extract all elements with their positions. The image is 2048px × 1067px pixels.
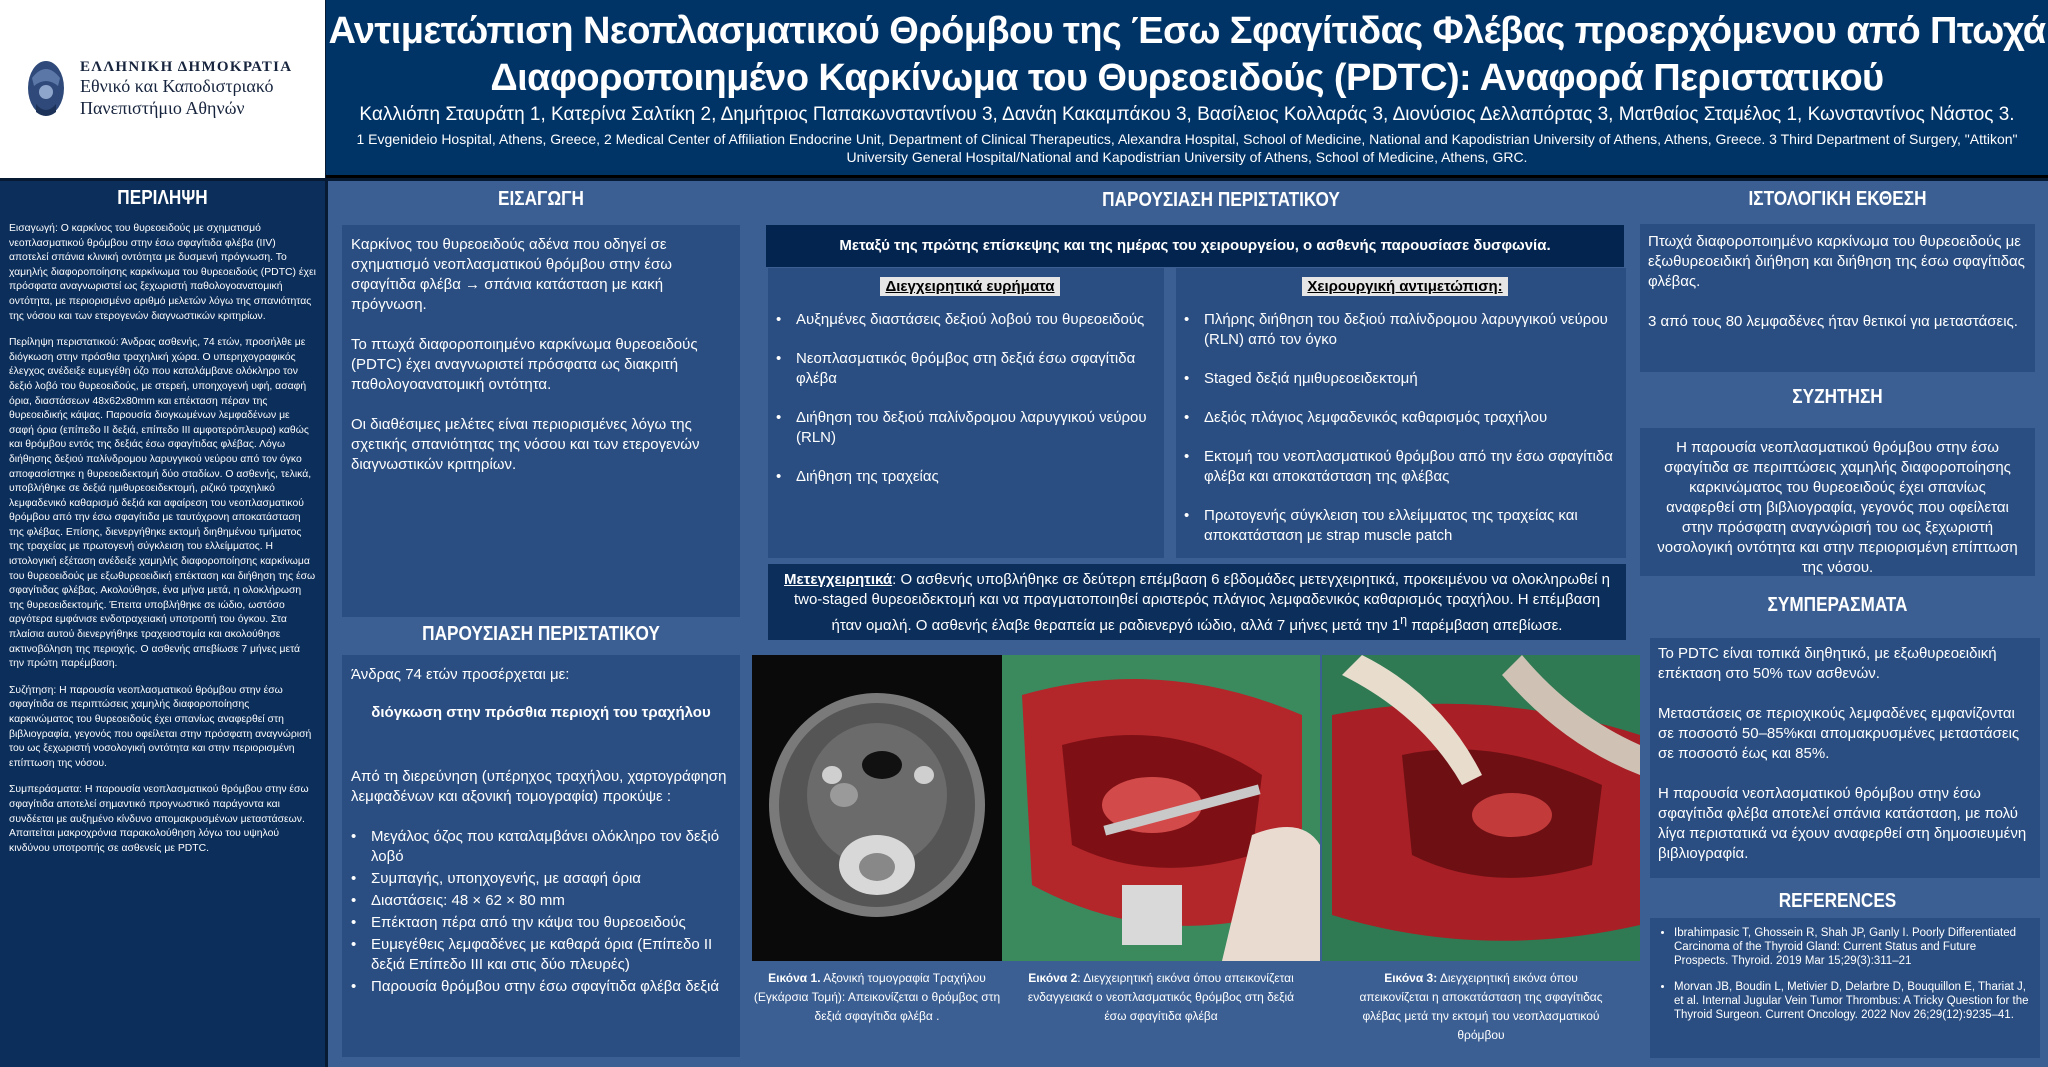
dysphonia-banner: Μεταξύ της πρώτης επίσκεψης και της ημέρας του χειρουργείου, ο ασθενής παρουσίασε δυσφωνία.: [766, 225, 1624, 267]
references-panel: [1650, 918, 2040, 1058]
university-logo: [0, 0, 325, 178]
abstract-heading: ΠΕΡΙΛΗΨΗ: [117, 187, 208, 209]
findings-list: [776, 310, 1164, 487]
treatment-list: [1184, 310, 1626, 546]
case-left-heading: ΠΑΡΟΥΣΙΑΣΗ ΠΕΡΙΣΤΑΤΙΚΟΥ: [422, 623, 660, 645]
case-finding-item: • Παρουσία θρόμβου στην έσω σφαγίτιδα φλέβα δεξιά: [351, 977, 731, 997]
case-center-heading: ΠΑΡΟΥΣΙΑΣΗ ΠΕΡΙΣΤΑΤΙΚΟΥ: [1102, 189, 1340, 211]
case-left-panel: [342, 655, 740, 1057]
postop-text-a: : Ο ασθενής υποβλήθηκε σε δεύτερη επέμβαση 6 εβδομάδες μετεγχειρητικά, προκειμένου να ολοκληρωθεί η two-staged θυρεοειδεκτομή και να πραγματοποιηθεί αριστερός πλάγιος λεμφαδενικός καθαρισμός τραχήλου. Η επέμβαση ήταν ομαλή. Ο ασθενής έλαβε θεραπεία με ραδιενεργό ιώδιο, αλλά 7 μήνες μετά την 1: [793, 571, 1610, 634]
postop-sup: η: [1400, 613, 1408, 627]
fig1-label: Εικόνα 1.: [768, 971, 821, 985]
title-line-1: Αντιμετώπιση Νεοπλασματικού Θρόμβου της Έσω Σφαγίτιδας Φλέβας προερχόμενου από Πτωχά: [328, 10, 2046, 52]
case-finding-item: • Διαστάσεις: 48 × 62 × 80 mm: [351, 891, 731, 911]
postop-label: Μετεγχειρητικά: [784, 571, 893, 588]
logo-line-3: Πανεπιστήμιο Αθηνών: [80, 98, 245, 118]
abstract-conclusions: Συμπεράσματα: Η παρουσία νεοπλασματικού θρόμβου στην έσω σφαγίτιδα αποτελεί σημαντικό προγνωστικό παράγοντα και συνδέεται με αυξημένο κίνδυνο απομακρυσμένων μεταστάσεων. Απαιτείται μακροχρόνια παρακολούθηση λόγω του υψηλού κινδύνου υποτροπής σε ασθενείς με PDTC.: [9, 784, 309, 854]
references-list: [1666, 926, 2032, 1022]
title-line-2: Διαφοροποιημένο Καρκίνωμα του Θυρεοειδούς (PDTC): Αναφορά Περιστατικού: [490, 57, 1884, 99]
intro-panel: [342, 225, 740, 617]
intraop-finding-item: • Αυξημένες διαστάσεις δεξιού λοβού του θυρεοειδούς: [776, 310, 1164, 330]
discussion-panel: [1640, 428, 2035, 576]
case-workup: Από τη διερεύνηση (υπέρηχος τραχήλου, χαρτογράφηση λεμφαδένων και αξονική τομογραφία) προκύψε :: [351, 768, 727, 805]
intro-p3: Οι διαθέσιμες μελέτες είναι περιορισμένες λόγω της σχετικής σπανιότητας της νόσου και των ετερογενών διαγνωστικών κριτηρίων.: [351, 416, 700, 473]
treatment-item: • Δεξιός πλάγιος λεμφαδενικός καθαρισμός τραχήλου: [1184, 408, 1626, 428]
case-finding-item: • Μεγάλος όζος που καταλαμβάνει ολόκληρο τον δεξιό λοβό: [351, 827, 731, 867]
surgery-drawing-2: [1322, 655, 1640, 961]
affiliations: 1 Evgenideio Hospital, Athens, Greece, 2 Medical Center of Affiliation Endocrine Unit, Department of Clinical Therapeutics, Alexandra Hospital, School of Medicine, National and Kapodistrian University of Athens, Athens, Greece. 3 Third Department of Surgery, "Attikon" University General Hospital/National and Kapodistrian University of Athens, School of Medicine, Athens, GRC.: [356, 131, 2018, 165]
reference-item: • Ibrahimpasic T, Ghossein R, Shah JP, Ganly I. Poorly Differentiated Carcinoma of the Thyroid Gland: Current Status and Future Prospects. Thyroid. 2019 Mar 15;29(3):311–21: [1674, 926, 2032, 968]
case-finding-item: • Επέκταση πέρα από την κάψα του θυρεοειδούς: [351, 913, 731, 933]
abstract-case: Περίληψη περιστατικού: Άνδρας ασθενής, 74 ετών, προσήλθε με διόγκωση στην πρόσθια τραχηλική χώρα. Ο υπερηχογραφικός έλεγχος ανέδειξε ευμεγέθη όζο που καταλάμβανε ολόκληρο τον δεξιό λοβό του θυρεοειδούς, με στερεή, υποηχογενή υφή, ασαφή όρια, διαστάσεων 48x62x80mm και επέκταση πέραν της θυρεοειδικής κάψας. Παρουσία διογκωμένων λεμφαδένων με σαφή όρια (επίπεδο II δεξιά, επίπεδο III αμφοτερόπλευρα) καθώς και θρόμβου εντός της δεξιάς έσω σφαγίτιδας φλέβας. Λόγω διήθησης δεξιού παλίνδρομου λαρυγγικού νεύρου από τον όγκο αποφασίστηκε η θυρεοειδεκτομή δύο σταδίων. Ο ασθενής, τελικά, υποβλήθηκε σε δεξιά ημιθυρεοειδεκτομή, ριζικό τραχηλικό λεμφαδενικό καθαρισμό δεξιά και αφαίρεση του νεοπλασματικού θρόμβου από την έσω σφαγίτιδα με ταυτόχρονη αποκατάσταση της φλέβας. Επίσης, διενεργήθηκε εκτομή διηθημένου τμήματος της τραχείας με πρωτογενή σύγκλειση του ελλείμματος. Η ιστολογική εξέταση ανέδειξε χαμηλής διαφοροποίησης καρκίνωμα του θυρεοειδούς με εξωθυρεοειδική επέκταση και διήθηση της έσω σφαγίτιδας φλέβας. Ακολούθησε, ένα μήνα μετά, η ολοκλήρωση της θυρεοειδεκτομής. Έπειτα υποβλήθηκε σε ιώδιο, ωστόσο αργότερα εμφάνισε ενδοτραχειακή υποτροπή του όγκου. Στα πλαίσια αυτού διενεργήθηκε τραχειοστομία και ακολούθησε ακτινοβόληση της περιοχής. Ο ασθενής απεβίωσε 7 μήνες μετά την πρώτη παρέμβαση.: [9, 337, 316, 670]
postop-box: [768, 564, 1626, 640]
intraop-finding-item: • Διήθηση της τραχείας: [776, 467, 1164, 487]
treatment-item: • Εκτομή του νεοπλασματικού θρόμβου από την έσω σφαγίτιδα φλέβα και αποκατάσταση της φλέβας: [1184, 447, 1626, 487]
treatment-item: • Πρωτογενής σύγκλειση του ελλείμματος της τραχείας και αποκατάσταση με strap muscle patch: [1184, 506, 1626, 546]
discussion-p1: Η παρουσία νεοπλασματικού θρόμβου στην έσω σφαγίτιδα σε περιπτώσεις χαμηλής διαφοροποίησης καρκινώματος του θυρεοειδούς έχει σπανίως αναφερθεί στη βιβλιογραφία, γεγονός που οφείλεται στην πρόσφατη αναγνώρισή του ως ξεχωριστή νοσολογική οντότητα και στην περιορισμένη επίπτωση της νόσου.: [1657, 439, 2018, 576]
poster-header: [326, 0, 2048, 178]
histology-heading: ΙΣΤΟΛΟΓΙΚΗ ΕΚΘΕΣΗ: [1748, 188, 1927, 210]
intro-heading: ΕΙΣΑΓΩΓΗ: [498, 188, 584, 210]
discussion-heading: ΣΥΖΗΤΗΣΗ: [1792, 386, 1883, 408]
conclusions-heading: ΣΥΜΠΕΡΑΣΜΑΤΑ: [1767, 594, 1908, 616]
treatment-heading: Χειρουργική αντιμετώπιση:: [1302, 277, 1507, 296]
athena-emblem-icon: [22, 58, 68, 120]
case-finding-item: • Ευμεγέθεις λεμφαδένες με καθαρά όρια (Επίπεδο II δεξιά Επίπεδο III και στις δύο πλευρές): [351, 935, 731, 975]
intro-p1: Καρκίνος του θυρεοειδούς αδένα που οδηγεί σε σχηματισμό νεοπλασματικού θρόμβου στην έσω σφαγίτιδα φλέβα → σπάνια κατάσταση με κακή πρόγνωση.: [351, 236, 672, 313]
surgery-drawing-1: [1002, 655, 1320, 961]
case-intro: Άνδρας 74 ετών προσέρχεται με:: [351, 666, 570, 683]
conclusions-p1: Το PDTC είναι τοπικά διηθητικό, με εξωθυρεοειδική επέκταση στο 50% των ασθενών.: [1658, 645, 1997, 682]
abstract-intro: Εισαγωγή: Ο καρκίνος του θυρεοειδούς με σχηματισμό νεοπλασματικού θρόμβου στην έσω σφαγίτιδα φλέβα (IIV) αποτελεί σπάνια κλινική οντότητα με δυσμενή πρόγνωση. Το χαμηλής διαφοροποίησης καρκίνωμα του θυρεοειδούς (PDTC) έχει πρόσφατα αναγνωριστεί ως ξεχωριστή παθολογοανατομική οντότητα, με περιορισμένο αριθμό μελετών λόγω της σπανιότητας της νόσου και των ετερογενών διαγνωστικών κριτηρίων.: [9, 223, 316, 322]
conclusions-p2: Μεταστάσεις σε περιοχικούς λεμφαδένες εμφανίζονται σε ποσοστό 50–85%και απομακρυσμένες μεταστάσεις σε ποσοστό έως και 85%.: [1658, 705, 2020, 762]
treatment-item: • Πλήρης διήθηση του δεξιού παλίνδρομου λαρυγγικού νεύρου (RLN) από τον όγκο: [1184, 310, 1626, 350]
fig2-label: Εικόνα 2: [1028, 971, 1078, 985]
treatment-panel: [1176, 268, 1626, 558]
case-finding-item: • Συμπαγής, υποηχογενής, με ασαφή όρια: [351, 869, 731, 889]
fig3-label: Εικόνα 3:: [1384, 971, 1438, 985]
surgery-image-2: [1322, 655, 1640, 961]
logo-line-2: Εθνικό και Καποδιστριακό: [80, 76, 274, 97]
poster-title: [326, 0, 2048, 102]
fig3-caption: [1350, 969, 1612, 1045]
ct-scan-drawing: [752, 655, 1002, 961]
logo-line-1: ΕΛΛΗΝΙΚΗ ΔΗΜΟΚΡΑΤΙΑ: [80, 59, 293, 76]
case-complaint: διόγκωση στην πρόσθια περιοχή του τραχήλου: [371, 704, 711, 721]
conclusions-panel: [1650, 638, 2040, 878]
intraop-finding-item: • Διήθηση του δεξιού παλίνδρομου λαρυγγικού νεύρου (RLN): [776, 408, 1164, 448]
intro-p2: Το πτωχά διαφοροποιημένο καρκίνωμα θυρεοειδούς (PDTC) έχει αναγνωριστεί πρόσφατα ως διακριτή παθολογοανατομική οντότητα.: [351, 336, 698, 393]
abstract-discussion: Συζήτηση: Η παρουσία νεοπλασματικού θρόμβου στην έσω σφαγίτιδα σε περιπτώσεις χαμηλής διαφοροποίησης καρκινώματος του θυρεοειδούς έχει σπανίως αναφερθεί στη βιβλιογραφία, γεγονός που οφείλεται στην πρόσφατη αναγνώρισή του ως ξεχωριστή νοσολογική οντότητα και στην περιορισμένη επίπτωση της νόσου.: [9, 684, 312, 769]
references-heading: REFERENCES: [1778, 890, 1897, 912]
ct-scan-image: [752, 655, 1002, 961]
case-findings-list: [351, 827, 731, 997]
abstract-sidebar: [0, 181, 325, 1067]
histology-p2: 3 από τους 80 λεμφαδένες ήταν θετικοί για μεταστάσεις.: [1648, 313, 2018, 330]
authors: Καλλιόπη Σταυράτη 1, Κατερίνα Σαλτίκη 2, Δημήτριος Παπακωνσταντίνου 3, Δανάη Κακαμπάκου 3, Βασίλειος Κολλαράς 3, Διονύσιος Δελλαπόρτας 3, Ματθαίος Σταμέλος 1, Κωνσταντίνος Νάστος 3.: [359, 104, 2015, 125]
fig1-text: Αξονική τομογραφία Τραχήλου (Εγκάρσια Τομή): Απεικονίζεται ο θρόμβος στη δεξιά σφαγίτιδα φλέβα .: [753, 971, 1001, 1023]
fig2-caption: [1020, 969, 1302, 1026]
findings-heading: Διεγχειρητικά ευρήματα: [880, 277, 1059, 296]
postop-text-b: παρέμβαση απεβίωσε.: [1407, 617, 1563, 634]
histology-panel: [1640, 224, 2035, 372]
surgery-image-1: [1002, 655, 1320, 961]
fig2-text: : Διεγχειρητική εικόνα όπου απεικονίζεται ενδαγγειακά ο νεοπλασματικός θρόμβος στη δεξιά έσω σφαγίτιδα φλέβα: [1027, 971, 1295, 1023]
conclusions-p3: Η παρουσία νεοπλασματικού θρόμβου στην έσω σφαγίτιδα φλέβα αποτελεί σπάνια κατάσταση, με πολύ λίγα περιστατικά να έχουν αναφερθεί στη δημοσιευμένη βιβλιογραφία.: [1658, 785, 2027, 862]
reference-item: • Morvan JB, Boudin L, Metivier D, Delarbre D, Bouquillon E, Thariat J, et al. Internal Jugular Vein Tumor Thrombus: A Tricky Question for the Thyroid Surgeon. Current Oncology. 2022 Nov 26;29(12):9235–41.: [1674, 980, 2032, 1022]
findings-panel: [768, 268, 1164, 558]
fig3-text: Διεγχειρητική εικόνα όπου απεικονίζεται η αποκατάσταση της σφαγίτιδας φλέβας μετά την εκτομή του νεοπλασματικού θρόμβου: [1359, 971, 1603, 1042]
intraop-finding-item: • Νεοπλασματικός θρόμβος στη δεξιά έσω σφαγίτιδα φλέβα: [776, 349, 1164, 389]
histology-p1: Πτωχά διαφοροποιημένο καρκίνωμα του θυρεοειδούς με εξωθυρεοειδική διήθηση και διήθηση της έσω σφαγίτιδας φλέβας.: [1648, 233, 2025, 290]
treatment-item: • Staged δεξιά ημιθυρεοειδεκτομή: [1184, 369, 1626, 389]
fig1-caption: [752, 969, 1002, 1026]
